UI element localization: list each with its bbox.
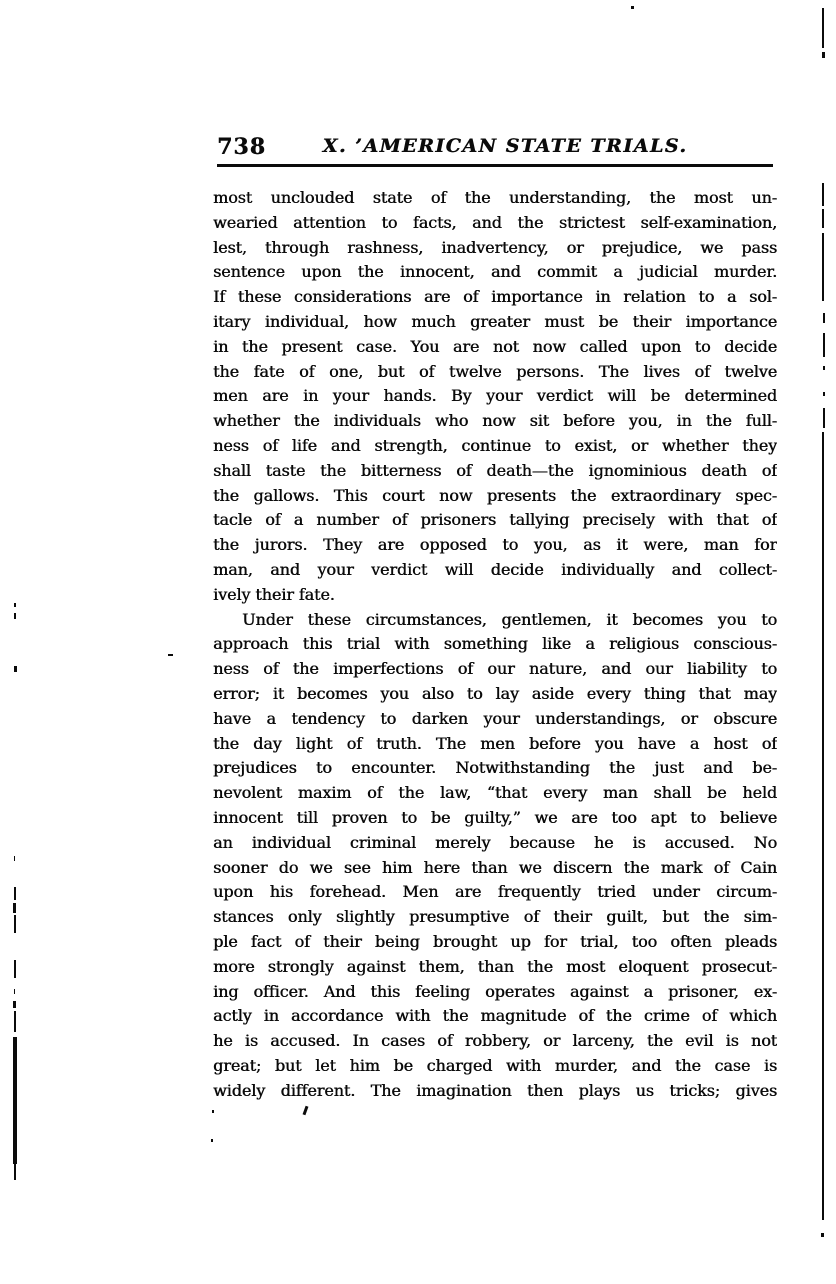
text-line: more strongly against them, than the most eloquent prosecut- [213,956,777,976]
scan-artifact [822,233,824,301]
text-line: wearied attention to facts, and the strictest self-examination, [213,212,777,232]
text-line: men are in your hands. By your verdict will be determined [213,386,777,406]
text-line: approach this trial with something like a religious conscious- [213,634,777,654]
scan-artifact [168,654,173,656]
scan-artifact [14,603,16,607]
scan-artifact [823,313,825,323]
text-line: upon his forehead. Men are frequently tried under circum- [213,882,777,902]
text-line: sooner do we see him here than we discern the mark of Cain [213,857,777,877]
text-line: ively their fate. [213,584,335,604]
scan-artifact [823,366,825,370]
scan-artifact [631,6,634,9]
scan-artifact [822,183,824,206]
text-line: great; but let him be charged with murder, and the case is [213,1055,777,1075]
scan-artifact [13,903,16,913]
text-line: actly in accordance with the magnitude of the crime of which [213,1006,777,1026]
text-line: ple fact of their being brought up for trial, too often pleads [213,931,777,951]
text-line: itary individual, how much greater must be their importance [213,311,777,331]
text-line: widely different. The imagination then plays us tricks; gives [213,1080,777,1100]
scan-artifact [821,1233,824,1237]
text-line: the gallows. This court now presents the extraordinary spec- [213,485,777,505]
scan-artifact [14,1164,16,1180]
text-line: in the present case. You are not now called upon to decide [213,336,777,356]
page-number: 738 [217,134,266,160]
text-line: whether the individuals who now sit before you, in the full- [213,411,777,431]
text-line: ing officer. And this feeling operates against a prisoner, ex- [213,981,777,1001]
text-line: ness of life and strength, continue to exist, or whether they [213,435,777,455]
scan-artifact [14,1011,16,1032]
body-text [213,186,777,1103]
text-line: ness of the imperfections of our nature, and our liability to [213,659,777,679]
scan-artifact [822,432,824,1220]
scan-artifact [14,915,16,933]
text-line: nevolent maxim of the law, “that every man shall be held [213,783,777,803]
text-line: prejudices to encounter. Notwithstanding the just and be- [213,758,777,778]
scan-artifact [13,1001,16,1008]
text-line: the day light of truth. The men before you have a host of [213,733,777,753]
text-line: innocent till proven to be guilty,” we are too apt to believe [213,807,777,827]
running-head [213,132,777,164]
scan-artifact [823,333,825,357]
scan-artifact [14,856,15,861]
scan-artifact [14,960,16,978]
scan-artifact [822,52,825,58]
text-line: man, and your verdict will decide individually and collect- [213,559,777,579]
text-line: an individual criminal merely because he is accused. No [213,832,777,852]
scan-artifact [13,1037,17,1164]
scan-artifact [14,887,16,900]
scan-artifact [14,989,15,994]
text-line: sentence upon the innocent, and commit a judicial murder. [213,262,777,282]
text-line: most unclouded state of the understanding, the most un- [213,188,777,207]
scan-artifact [822,8,824,48]
text-line: have a tendency to darken your understandings, or obscure [213,708,777,728]
text-line: lest, through rashness, inadvertency, or prejudice, we pass [213,237,777,257]
scan-artifact [823,408,825,428]
text-line: stances only slightly presumptive of their guilt, but the sim- [213,907,777,927]
text-line: the jurors. They are opposed to you, as it were, man for [213,535,777,555]
scan-artifact [14,613,16,619]
text-line: error; it becomes you also to lay aside every thing that may [213,683,777,703]
header-rule [217,164,773,167]
scan-artifact [303,1106,309,1115]
text-line: If these considerations are of importance in relation to a sol- [213,287,777,307]
page-header-title: X. ’AMERICAN STATE TRIALS. [322,135,688,157]
scan-artifact [822,209,824,228]
text-line: shall taste the bitterness of death—the ignominious death of [213,460,777,480]
text-line: Under these circumstances, gentlemen, it becomes you to [242,609,777,629]
text-line: the fate of one, but of twelve persons. The lives of twelve [213,361,777,381]
scan-artifact [14,666,17,672]
text-line: tacle of a number of prisoners tallying precisely with that of [213,510,777,530]
scan-artifact [823,392,825,396]
scan-artifact [211,1139,213,1142]
scan-artifact [212,1110,214,1113]
text-line: he is accused. In cases of robbery, or larceny, the evil is not [213,1031,777,1051]
